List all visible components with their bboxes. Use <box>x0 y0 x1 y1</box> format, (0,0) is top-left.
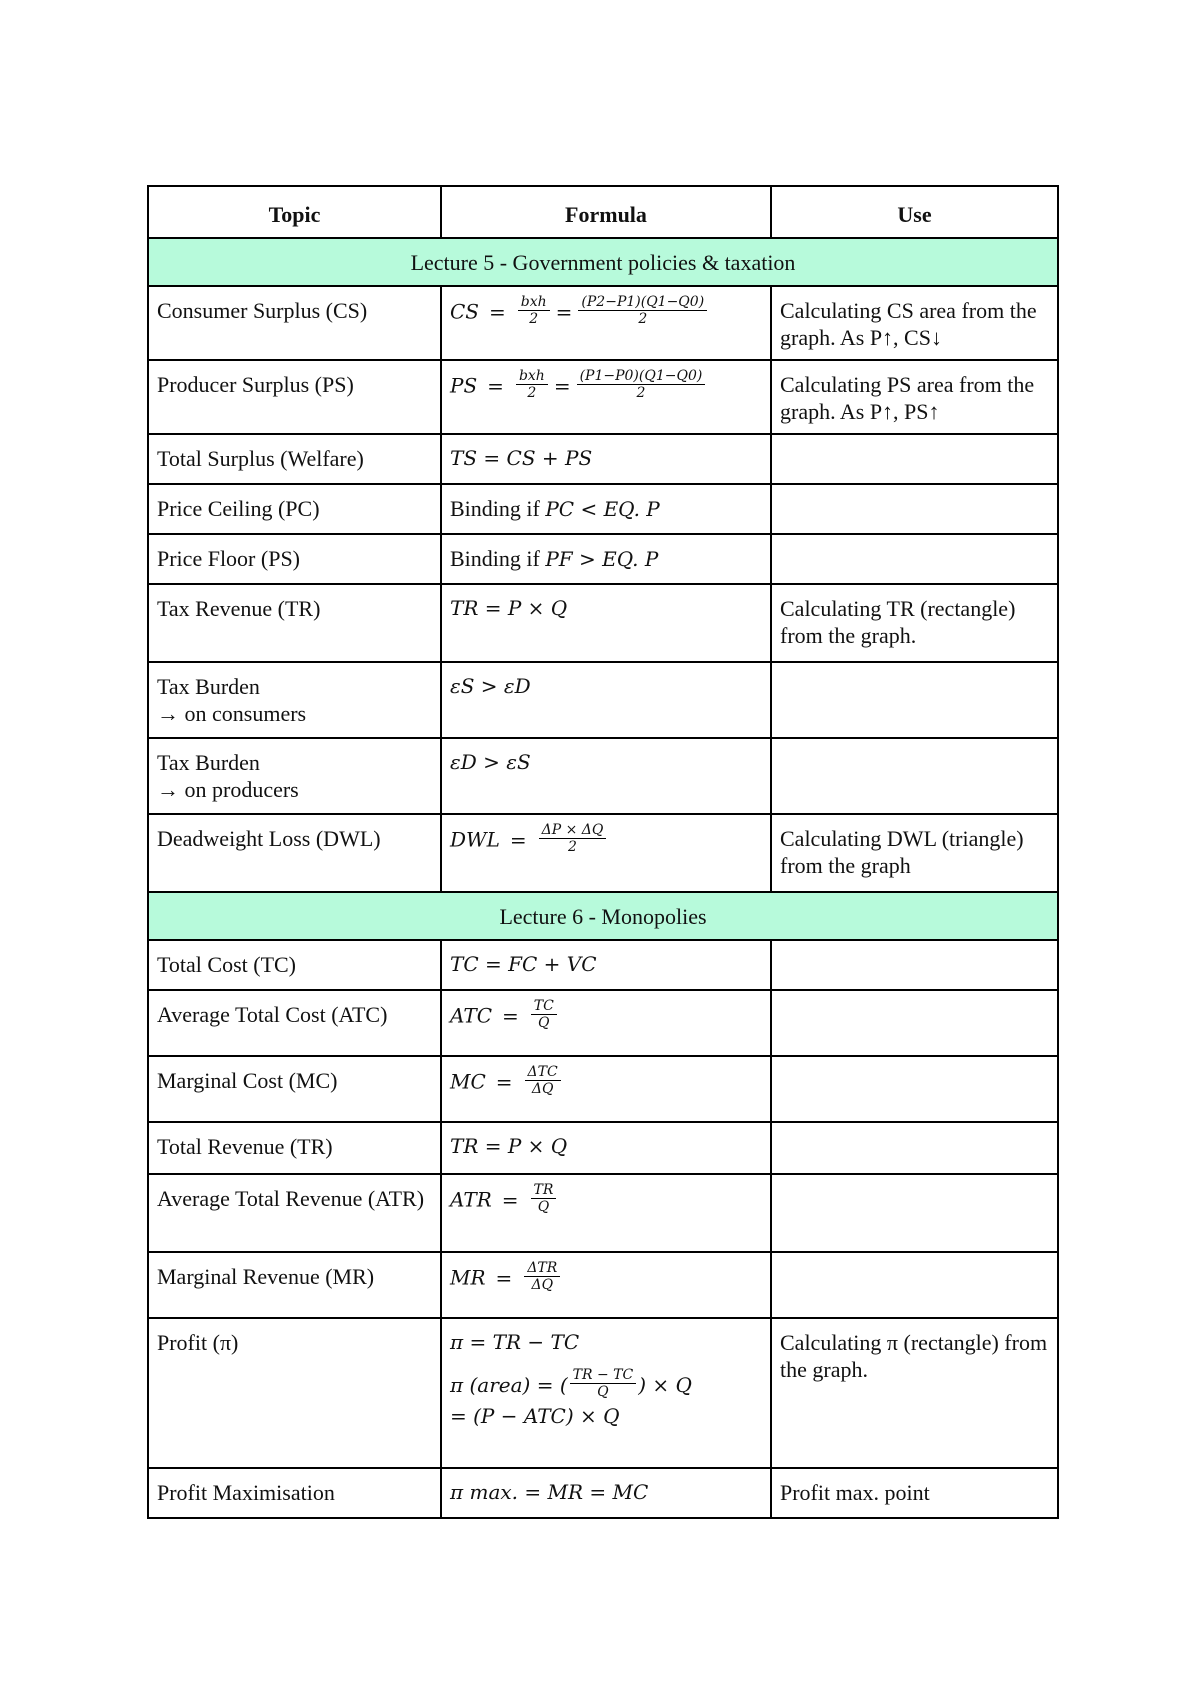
formula-lhs: PS <box>450 373 478 398</box>
section-row-lecture6 <box>148 892 1058 940</box>
formula-cell: εD > εS <box>441 738 771 814</box>
formula-lhs: MR <box>450 1265 486 1290</box>
use-cell <box>771 940 1058 990</box>
formula-expression: PF > EQ. P <box>545 547 659 571</box>
table-row <box>148 662 1058 738</box>
fraction: $\frac{TR - TC}{Q}$ <box>570 1367 637 1400</box>
formula-cell: εS > εD <box>441 662 771 738</box>
table-row <box>148 1252 1058 1318</box>
formula-cell: DWL = $\frac{\Delta P \times \Delta Q}{2}$ <box>441 814 771 892</box>
table-row <box>148 534 1058 584</box>
formula-cell: π max. = MR = MC <box>441 1468 771 1518</box>
topic-cell: Price Floor (PS) <box>148 534 441 584</box>
use-cell <box>771 662 1058 738</box>
formula-cell: MC = $\frac{\text{ΔTC}}{\Delta Q}$ <box>441 1056 771 1122</box>
use-cell <box>771 484 1058 534</box>
section-title: Lecture 6 - Monopolies <box>148 892 1058 940</box>
use-cell: Calculating DWL (triangle) from the graph <box>771 814 1058 892</box>
topic-cell: Total Revenue (TR) <box>148 1122 441 1174</box>
table-row <box>148 1468 1058 1518</box>
fraction: $\frac{\text{bxh}}{2}$ <box>516 368 548 401</box>
section-row-lecture5 <box>148 238 1058 286</box>
formula-cell: ATC = $\frac{TC}{Q}$ <box>441 990 771 1056</box>
use-cell <box>771 1174 1058 1252</box>
topic-cell: Marginal Revenue (MR) <box>148 1252 441 1318</box>
fraction: $\frac{\Delta P \times \Delta Q}{2}$ <box>539 822 607 855</box>
table-row <box>148 1056 1058 1122</box>
topic-cell: Profit Maximisation <box>148 1468 441 1518</box>
table-row <box>148 1318 1058 1468</box>
use-cell <box>771 990 1058 1056</box>
topic-cell: Price Ceiling (PC) <box>148 484 441 534</box>
fraction: $\frac{\text{bxh}}{2}$ <box>518 294 550 327</box>
topic-cell: Average Total Revenue (ATR) <box>148 1174 441 1252</box>
topic-cell: Producer Surplus (PS) <box>148 360 441 434</box>
formula-cell: PS = $\frac{\text{bxh}}{2}$ = $\frac{(P1-P0)(Q1-Q0)}{2}$ <box>441 360 771 434</box>
header-row <box>148 186 1058 238</box>
fraction: $\frac{TC}{Q}$ <box>531 998 557 1031</box>
table-row <box>148 1122 1058 1174</box>
topic-cell: Deadweight Loss (DWL) <box>148 814 441 892</box>
formula-prefix: Binding if <box>450 546 540 571</box>
use-cell: Calculating π (rectangle) from the graph. <box>771 1318 1058 1468</box>
use-cell: Profit max. point <box>771 1468 1058 1518</box>
formula-cell: TR = P × Q <box>441 1122 771 1174</box>
formula-lhs: ATR <box>450 1187 492 1212</box>
use-cell <box>771 1122 1058 1174</box>
table-row <box>148 814 1058 892</box>
use-cell <box>771 1252 1058 1318</box>
formula-cell: TR = P × Q <box>441 584 771 662</box>
formula-lhs: DWL <box>450 827 500 852</box>
formula-line: π (area) = ( $\frac{TR - TC}{Q}$ ) × Q <box>450 1367 692 1400</box>
table-row <box>148 940 1058 990</box>
formula-cell: TC = FC + VC <box>441 940 771 990</box>
formula-cell <box>441 1318 771 1468</box>
table-row <box>148 360 1058 434</box>
header-formula: Formula <box>441 186 771 238</box>
topic-cell: Marginal Cost (MC) <box>148 1056 441 1122</box>
table-row <box>148 484 1058 534</box>
topic-cell: Consumer Surplus (CS) <box>148 286 441 360</box>
use-cell <box>771 1056 1058 1122</box>
header-use: Use <box>771 186 1058 238</box>
topic-cell: Profit (π) <box>148 1318 441 1468</box>
fraction: $\frac{(P1-P0)(Q1-Q0)}{2}$ <box>577 368 706 401</box>
table-row <box>148 738 1058 814</box>
fraction: $\frac{\text{ΔTR}}{\Delta Q}$ <box>524 1260 560 1293</box>
topic-cell: Total Cost (TC) <box>148 940 441 990</box>
use-cell <box>771 738 1058 814</box>
topic-cell: Average Total Cost (ATC) <box>148 990 441 1056</box>
table-row <box>148 990 1058 1056</box>
section-title: Lecture 5 - Government policies & taxation <box>148 238 1058 286</box>
fraction: $\frac{\text{ΔTC}}{\Delta Q}$ <box>525 1064 561 1097</box>
formula-table <box>147 185 1059 1519</box>
topic-cell: Tax Burden → on consumers <box>148 662 441 738</box>
formula-cell <box>441 534 771 584</box>
formula-cell: MR = $\frac{\text{ΔTR}}{\Delta Q}$ <box>441 1252 771 1318</box>
formula-line: π = TR − TC <box>450 1330 580 1354</box>
formula-lhs: ATC <box>450 1003 492 1028</box>
formula-cell <box>441 484 771 534</box>
table-row <box>148 584 1058 662</box>
use-cell: Calculating PS area from the graph. As P↑, PS↑ <box>771 360 1058 434</box>
use-cell <box>771 434 1058 484</box>
formula-cell: ATR = $\frac{TR}{Q}$ <box>441 1174 771 1252</box>
topic-cell: Tax Revenue (TR) <box>148 584 441 662</box>
header-topic: Topic <box>148 186 441 238</box>
table-row <box>148 434 1058 484</box>
formula-lhs: CS <box>450 299 480 324</box>
use-cell <box>771 534 1058 584</box>
fraction: $\frac{(P2-P1)(Q1-Q0)}{2}$ <box>578 294 707 327</box>
topic-cell: Tax Burden → on producers <box>148 738 441 814</box>
formula-expression: PC < EQ. P <box>545 497 660 521</box>
fraction: $\frac{TR}{Q}$ <box>531 1182 557 1215</box>
formula-cell: CS = $\frac{\text{bxh}}{2}$ = $\frac{(P2-P1)(Q1-Q0)}{2}$ <box>441 286 771 360</box>
formula-line: = (P − ATC) × Q <box>450 1404 620 1428</box>
formula-prefix: Binding if <box>450 496 540 521</box>
topic-cell: Total Surplus (Welfare) <box>148 434 441 484</box>
use-cell: Calculating CS area from the graph. As P↑, CS↓ <box>771 286 1058 360</box>
table-row <box>148 1174 1058 1252</box>
formula-lhs: MC <box>450 1069 486 1094</box>
formula-cell: TS = CS + PS <box>441 434 771 484</box>
use-cell: Calculating TR (rectangle) from the graph. <box>771 584 1058 662</box>
table-row <box>148 286 1058 360</box>
